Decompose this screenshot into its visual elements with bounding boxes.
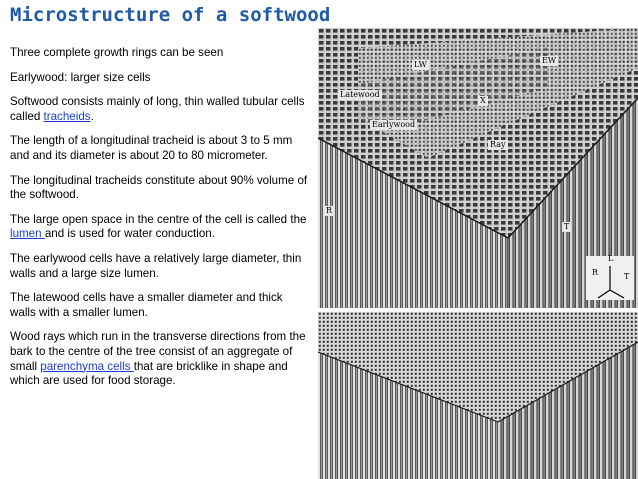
paragraph-volume: The longitudinal tracheids constitute about 90% volume of the softwood. <box>10 173 308 202</box>
micrograph-top-image <box>318 28 638 308</box>
paragraph-text: Softwood consists mainly of long, thin walled tubular cells called <box>10 95 305 123</box>
label-lw: LW <box>414 60 427 69</box>
sem-micrograph-top <box>318 28 638 308</box>
tracheids-link[interactable]: tracheids <box>43 109 91 123</box>
label-ray: Ray <box>490 140 506 149</box>
paragraph-earlywood-cells: The earlywood cells have a relatively large diameter, thin walls and a large size lumen. <box>10 251 302 280</box>
label-earlywood: Earlywood <box>372 120 416 129</box>
paragraph-text: that are bricklike in shape and which are used for food storage. <box>10 359 288 388</box>
label-ew: EW <box>542 56 557 65</box>
paragraph-tracheid-length: The length of a longitudinal tracheid is about 3 to 5 mm and and its diameter is about 20 to 80 micrometer. <box>10 134 293 162</box>
label-t: T <box>564 222 570 231</box>
page-title: Microstructure of a softwood <box>10 4 331 26</box>
paragraph-earlywood: Earlywood: larger size cells <box>10 70 151 84</box>
label-x: X <box>480 96 486 105</box>
sem-micrograph-bottom <box>318 312 638 479</box>
paragraph-tracheids <box>10 95 310 124</box>
axis-label-l: L <box>608 254 614 263</box>
paragraph-lumen <box>10 213 310 242</box>
body-text <box>10 46 310 399</box>
paragraph-latewood-cells: The latewood cells have a smaller diameter and thick walls with a smaller lumen. <box>10 291 283 319</box>
lumen-link[interactable]: lumen <box>10 227 45 241</box>
paragraph-growth-rings: Three complete growth rings can be seen <box>10 46 224 59</box>
paragraph-text: The large open space in the centre of the cell is called the <box>10 212 307 226</box>
label-r: R <box>326 206 333 215</box>
micrograph-bottom-image <box>318 312 638 479</box>
paragraph-text: Wood rays which run in the transverse directions from the bark to the centre of the tree consist of an aggregate of small <box>10 330 306 373</box>
axis-label-t: T <box>624 272 630 281</box>
paragraph-text: . <box>90 109 94 123</box>
paragraph-wood-rays <box>10 330 310 388</box>
label-latewood: Latewood <box>340 90 380 99</box>
paragraph-text: and is used for water conduction. <box>44 227 215 241</box>
axis-label-r: R <box>592 268 599 277</box>
parenchyma-link[interactable]: parenchyma cells <box>40 359 134 373</box>
